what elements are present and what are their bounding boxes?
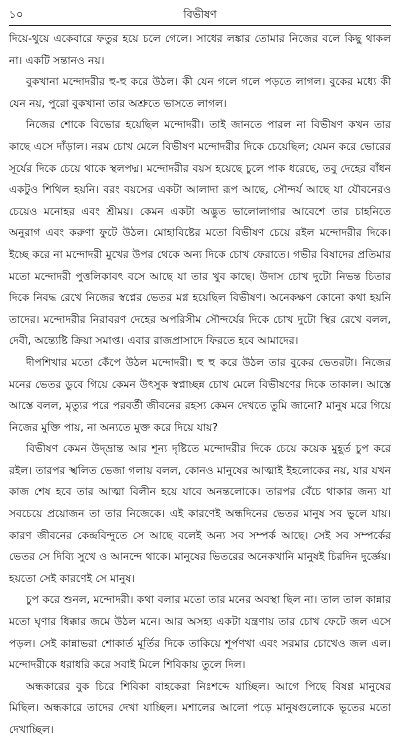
page-header (9, 6, 391, 22)
page-number: ১০ (9, 8, 24, 21)
paragraph: নিজের শোকে বিভোর হয়েছিল মন্দোদরী। তাই জানতে পারল না বিভীষণ কখন তার কাছে এসে দাঁড়াল। নরম চোখ মেলে বিভীষণ মন্দোদরীর দিকে চেয়েছিল; যেমন করে ভোরের সূর্যের দিকে চেয়ে থাকে স্থলপদ্ম। মন্দোদরীর বয়স হয়েছে চুলে পাক ধরেছে, তবু দেহের বাঁধন একটুও শিথিল হয়নি। বরং বয়সের একটা আলাদা রূপ আছে, সৌন্দর্য আছে যা যৌবনেরও চেয়েও মনোহর এবং শ্রীময়। কেমন একটা অদ্ভুত ভালোলাগার আবেশে তার চাহনিতে অনুরাগ এবং করুণা ফুটে উঠল। মোহাবিষ্টের মতো বিভীষণ চেয়ে রইল মন্দোদরীর দিকে। ইচ্ছে করে না মন্দোদরী মুখের উপর থেকে অন্য দিকে চোখ ফেরাতে। গভীর বিষাদের প্রতিমার মতো মন্দোদরী পুত্তলিকাবৎ বসে আছে যা তার খুব কাছে। উদাস চোখ দুটো নিভন্ত চিতার দিকে নিবদ্ধ রেখে নিজের স্বপ্নের ভেতর মগ্ন হয়েছিল বিভীষণ। অনেকক্ষণ কোনো কথা হয়নি তাদের। মন্দোদরীর নিরাবরণ দেহের অপরিসীম সৌন্দর্যের দিকে চোখ দুটো স্থির রেখে বলল, দেবী, অন্ত্যেষ্টি ক্রিয়া সমাপ্ত। এবার রাজপ্রাসাদে ফিরতে হবে আমাদের। (9, 119, 391, 348)
paragraph: দিয়ে-থুয়ে একেবারে ফতুর হয়ে চলে গেলে। সাধের লঙ্কার তোমার নিজের বলে কিছু থাকল না। একটি সন্তানও নয়। (9, 33, 391, 67)
paragraph: বিভীষণ কেমন উদ্‌ভ্রান্ত আর শূন্য দৃষ্টিতে মন্দোদরীর দিকে চেয়ে কয়েক মুহূর্ত চুপ করে রইল। তারপর স্খলিত ভেজা গলায় বলল, কোনও মানুষের আত্মাই ইহলোকের নয়, যার যখন কাজ শেষ হবে তার আত্মা বিলীন হয়ে যাবে অনন্তলোকে। তারপর বেঁচে থাকার জন্য যা সবচেয়ে প্রয়োজন তা তার নিজেকে। এই কারণেই অন্ধদিনের ভেতর মানুষ সব ভুলে যায়। কারণ জীবনের কেন্দ্রবিন্দুতে সে আছে বলেই অন্য সব সম্পর্ক আছে। সেই সব সম্পর্কের ভেতর সে দিব্যি সুখে ও আনন্দে থাকে। মানুষের ভিতরের অনেকখানি মানুষই চিরদিন দুর্জ্ঞেয়। হয়তো সেই কারণেই সে মানুষ। (9, 443, 391, 585)
header-rule (9, 25, 391, 26)
page-body (9, 29, 391, 742)
paragraph: দীপশিখার মতো কেঁপে উঠল মন্দোদরী। হু হু করে উঠল তার বুকের ভেতরটা। নিজের মনের ভেতর ডুবে গিয়ে কেমন উৎসুক স্বপ্নাচ্ছন্ন চোখ মেলে বিভীষণের দিকে তাকাল। আস্তে আস্তে বলল, মৃত্যুর পরে পরবর্তী জীবনের রহস্য কেমন দেখতে তুমি জানো? মানুষ মরে গিয়ে নিজের মুক্তি পায়, না অন্যতে মুক্ত করে দিয়ে যায়? (9, 356, 391, 434)
paragraph: অন্ধকারের বুক চিরে শিবিকা বাহকেরা নিঃশব্দে যাচ্ছিল। আগে পিছে বিষণ্ণ মানুষের মিছিল। অন্ধকারে তাদের দেখা যাচ্ছিল। মশালের আলো পড়ে মানুষগুলোকে ভূতের মতো দেখাচ্ছিল। (9, 680, 391, 736)
paragraph: বুকখানা মন্দোদরীর হু-হু করে উঠল। কী যেন গলে গলে পড়তে লাগল। বুকের মধ্যে কী যেন নয়, পুরো বুকখানা তার অশ্রুতে ভাসতে লাগল। (9, 76, 391, 110)
running-title: বিভীষণ (183, 8, 217, 21)
paragraph: চুপ করে শুনল, মন্দোদরী। কথা বলার মতো তার মনের অবস্থা ছিল না। তাল তাল কান্নার মতো ঘৃণার ধিক্কার জমে উঠল মনে। আর অসহ্য একটা যন্ত্রণায় তার চোখ ফেটে জল এসে পড়ল। সেই কান্নাভরা শোকার্ত মূর্তির দিকে তাকিয়ে শূর্পণখা এবং সরমার চোখেও জল এল। মন্দোদরীকে ধরাধরি করে সবাই মিলে শিবিকায় তুলে দিল। (9, 594, 391, 672)
